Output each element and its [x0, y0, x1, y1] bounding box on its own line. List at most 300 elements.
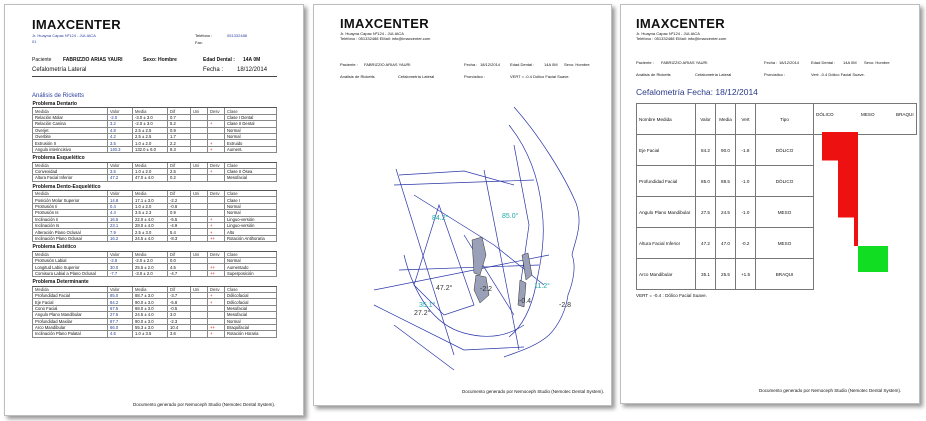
measure-cell: -0.6: [168, 203, 191, 209]
measure-name: Convexidad: [33, 168, 108, 174]
measure-cell: 35.1: [696, 259, 716, 290]
measure-cell: Alto: [225, 229, 277, 235]
table-row: [33, 235, 277, 241]
cephalometric-tracing: [314, 85, 611, 385]
measure-cell: 4.4: [108, 210, 133, 216]
col-header: Media: [716, 104, 736, 135]
measure-cell: 88.5: [716, 166, 736, 197]
clinic-contact: Teléfono : 051332488 EMail: info@imaxcenter.com: [636, 36, 727, 41]
section-title: Problema Determinante: [33, 280, 277, 286]
measure-cell: BRAQUI: [756, 259, 814, 290]
measure-name: Cono Facial: [33, 305, 108, 311]
angle-label-7: 35.1°: [419, 302, 436, 309]
measure-cell: -7.7: [108, 270, 133, 276]
measure-name: Profundidad Facial: [33, 292, 108, 298]
column-header: Medida: [33, 251, 108, 257]
vert-bars: [814, 104, 914, 272]
measure-cell: 0.2: [168, 175, 191, 181]
measure-name: Alteración Plano Oclusal: [33, 229, 108, 235]
ricketts-section-table: [32, 156, 277, 182]
incisor-upper: [522, 253, 532, 280]
measure-cell: 90.0 ± 3.0: [133, 318, 168, 324]
measure-name: Overbite: [33, 133, 108, 139]
measure-name: Altura Facial Inferior: [637, 228, 696, 259]
column-header: Uni: [191, 162, 208, 168]
measure-cell: Linguo-versión: [225, 216, 277, 222]
measure-name: Arco Mandibular: [637, 259, 696, 290]
measure-cell: 4.5: [168, 264, 191, 270]
col-header: Vert: [736, 104, 756, 135]
measure-cell: +: [208, 140, 225, 146]
column-header: Media: [133, 191, 168, 197]
column-header: Clase: [225, 108, 277, 114]
measure-cell: ++: [208, 324, 225, 330]
prognosis-label: Pronóstico :: [764, 72, 786, 77]
measure-cell: Rotación Antihoraria: [225, 235, 277, 241]
measure-cell: 4.6: [108, 331, 133, 337]
measure-cell: Normal: [225, 133, 277, 139]
measure-cell: Normal: [225, 203, 277, 209]
analysis-name: Análisis de Ricketts: [340, 74, 375, 79]
vert-bar: [858, 246, 888, 272]
measure-cell: -8.3: [168, 235, 191, 241]
measure-cell: DÓLICO: [756, 135, 814, 166]
patient-name: FABRIZZIO ARIAS YAURI: [661, 60, 708, 65]
footer-note: Documento generado por Nemoceph Studio (Nemotec Dental System).: [462, 389, 605, 394]
column-header: Uni: [191, 251, 208, 257]
column-header: Desv: [208, 108, 225, 114]
chart-header-braqui: BRAQUI: [896, 112, 914, 117]
measure-cell: -3.0 ± 2.0: [133, 270, 168, 276]
measure-cell: Mesofacial: [225, 312, 277, 318]
clinic-address-2: 01: [32, 39, 37, 44]
measure-cell: 24.5: [716, 197, 736, 228]
column-header: Media: [133, 251, 168, 257]
measure-cell: 84.2: [108, 299, 133, 305]
measure-cell: -2.8: [108, 257, 133, 263]
measure-cell: +: [208, 121, 225, 127]
column-header: Valor: [108, 108, 133, 114]
measure-cell: 7.9: [108, 229, 133, 235]
measure-name: Eje Facial: [637, 135, 696, 166]
measure-cell: 2.5 ± 3.0: [133, 229, 168, 235]
measure-cell: 2.2: [168, 140, 191, 146]
measure-cell: Dólicofacial: [225, 299, 277, 305]
measure-cell: 3.5: [108, 140, 133, 146]
age-value: 14A 0M: [843, 60, 857, 65]
measure-cell: 2.5 ± 2.5: [133, 127, 168, 133]
measure-cell: 4.8: [108, 127, 133, 133]
measure-name: Overjet: [33, 127, 108, 133]
col-header: Tipo: [756, 104, 814, 135]
measure-cell: Clase II Ósea: [225, 168, 277, 174]
measure-cell: [208, 175, 225, 181]
measure-cell: Aument.: [225, 146, 277, 152]
measure-cell: +: [208, 223, 225, 229]
age-label: Edad Dental :: [203, 57, 235, 63]
measure-cell: +: [208, 292, 225, 298]
measure-cell: Dólicofacial: [225, 292, 277, 298]
measure-name: Inclinación Plano Palatal: [33, 331, 108, 337]
measure-cell: Normal: [225, 210, 277, 216]
measure-cell: +: [208, 299, 225, 305]
measure-cell: 17.1 ± 3.0: [133, 197, 168, 203]
measure-cell: 55.3 ± 3.0: [133, 324, 168, 330]
measure-cell: +: [208, 146, 225, 152]
column-header: Desv: [208, 251, 225, 257]
measure-name: Profundidad Maxilar: [33, 318, 108, 324]
column-header: Media: [133, 162, 168, 168]
measure-cell: Mesofacial: [225, 175, 277, 181]
measure-cell: [191, 235, 208, 241]
measure-name: Altura Facial Inferior: [33, 175, 108, 181]
measure-cell: 5.4: [168, 229, 191, 235]
measure-cell: 4.2: [108, 133, 133, 139]
measure-cell: 27.5: [108, 312, 133, 318]
chart-header-dolico: DÓLICO: [816, 112, 834, 117]
measure-cell: Normal: [225, 127, 277, 133]
soft-tissue-profile: [504, 107, 579, 357]
clinic-logo: IMAXCENTER: [636, 16, 725, 31]
column-header: Clase: [225, 191, 277, 197]
molar-upper: [472, 237, 486, 275]
measure-cell: 3.6: [168, 331, 191, 337]
sex-label: Sexo: Hombre: [143, 57, 177, 63]
vert-table: [636, 103, 917, 290]
analysis-title: Análisis de Ricketts: [32, 93, 85, 99]
facial-axis: [396, 169, 454, 355]
measure-cell: [191, 175, 208, 181]
measure-cell: 1.0 ± 2.0: [133, 203, 168, 209]
column-header: Dif: [168, 191, 191, 197]
vert-bar: [822, 132, 858, 161]
ricketts-section-table: [32, 245, 277, 277]
column-header: Desv: [208, 162, 225, 168]
measure-name: Protrusión Labial: [33, 257, 108, 263]
measure-cell: Clase I Dental: [225, 114, 277, 120]
measure-cell: 0.7: [168, 114, 191, 120]
measure-cell: 47.2: [696, 228, 716, 259]
measure-name: Inclinación Plano Oclusal: [33, 235, 108, 241]
measure-cell: -2.2: [168, 197, 191, 203]
measure-cell: 1.0 ± 2.0: [133, 168, 168, 174]
measure-cell: 90.0 ± 3.0: [133, 299, 168, 305]
measure-cell: -5.5: [168, 216, 191, 222]
column-header: Valor: [108, 162, 133, 168]
measure-name: Angulo Plano Mandibular: [637, 197, 696, 228]
phone-label: Teléfono :: [195, 33, 213, 38]
measure-cell: 85.0: [108, 292, 133, 298]
measure-cell: DÓLICO: [756, 166, 814, 197]
clinic-contact: Teléfono : 051332488 EMail: info@imaxcenter.com: [340, 36, 431, 41]
measure-cell: [191, 331, 208, 337]
study-name: Cefalometría Lateral: [695, 72, 732, 77]
angle-label-8: 27.2°: [414, 310, 431, 317]
column-header: Valor: [108, 251, 133, 257]
measure-cell: ++: [208, 270, 225, 276]
column-header: Medida: [33, 191, 108, 197]
measure-cell: +: [208, 216, 225, 222]
measure-cell: 16.5: [108, 216, 133, 222]
measure-cell: 8.3: [168, 146, 191, 152]
measure-cell: +1.5: [736, 259, 756, 290]
measure-cell: -1.0: [736, 197, 756, 228]
measure-cell: 132.0 ± 6.0: [133, 146, 168, 152]
measure-cell: Superposición: [225, 270, 277, 276]
measure-cell: +: [208, 229, 225, 235]
measure-name: Angulo interincisivo: [33, 146, 108, 152]
measure-cell: 47.2: [108, 175, 133, 181]
measure-cell: 25.5 ± 2.0: [133, 264, 168, 270]
measure-cell: 27.5: [696, 197, 716, 228]
measure-cell: 1.0 ± 3.5: [133, 331, 168, 337]
fax-label: Fax:: [195, 40, 203, 45]
date-value: 18/12/2014: [779, 60, 800, 65]
angle-label-5: -0.4: [519, 298, 532, 305]
column-header: Medida: [33, 286, 108, 292]
measure-cell: -4.9: [168, 223, 191, 229]
date-label: Fecha :: [464, 62, 478, 67]
section-title: Problema Esquelético: [33, 156, 277, 162]
angle-label-9: -2.8: [559, 302, 572, 309]
measure-cell: 68.0 ± 3.0: [133, 305, 168, 311]
table-row: [33, 331, 277, 337]
measure-cell: -1.8: [736, 135, 756, 166]
bony-profile: [509, 125, 543, 337]
vert-bar: [838, 189, 858, 218]
section-title: Problema Dento-Esquelético: [33, 185, 277, 191]
column-header: Dif: [168, 286, 191, 292]
measure-cell: -0.5: [168, 305, 191, 311]
measure-cell: 3.2: [108, 121, 133, 127]
measure-cell: Braquifacial: [225, 324, 277, 330]
measure-cell: MESO: [756, 197, 814, 228]
measure-name: Posición Molar Superior: [33, 197, 108, 203]
ricketts-section-table: [32, 102, 277, 153]
column-header: Media: [133, 108, 168, 114]
measure-cell: -1.0: [736, 166, 756, 197]
table-row: [33, 175, 277, 181]
measure-name: Relación Molar: [33, 114, 108, 120]
measure-cell: 30.0: [108, 264, 133, 270]
measure-cell: 3.5 ± 2.3: [133, 210, 168, 216]
measure-cell: 67.5: [108, 305, 133, 311]
ricketts-tables: [32, 102, 277, 341]
measure-cell: 2.5: [168, 168, 191, 174]
age-label: Edad Dental :: [510, 62, 535, 67]
column-header: Valor: [108, 286, 133, 292]
measure-cell: 1.7: [168, 133, 191, 139]
prognosis-label: Pronóstico :: [464, 74, 486, 79]
report-page-cephalometric-tracing: [313, 4, 612, 406]
measure-cell: +: [208, 168, 225, 174]
measure-cell: [191, 270, 208, 276]
measure-cell: -3.7: [168, 292, 191, 298]
study-name: Cefalometría Lateral: [32, 67, 87, 73]
measure-cell: Normal: [225, 318, 277, 324]
n-pog-line: [464, 235, 514, 315]
section-title: Problema Dentario: [33, 102, 277, 108]
col-header: Valor: [696, 104, 716, 135]
measure-cell: 90.0: [716, 135, 736, 166]
study-name: Cefalometría Lateral: [398, 74, 435, 79]
measure-cell: [191, 146, 208, 152]
measure-name: Angulo Plano Mandibular: [33, 312, 108, 318]
measure-name: Comisura Labial a Plano Oclusal: [33, 270, 108, 276]
measure-cell: 84.2: [696, 135, 716, 166]
table-row: [33, 270, 277, 276]
column-header: Clase: [225, 162, 277, 168]
lower-border: [374, 305, 524, 350]
measure-cell: -5.8: [168, 299, 191, 305]
sex-label: Sexo: Hombre: [864, 60, 890, 65]
measure-cell: 10.4: [168, 324, 191, 330]
age-value: 14A 0M: [544, 62, 558, 67]
measure-cell: -2.0: [108, 114, 133, 120]
column-header: Dif: [168, 162, 191, 168]
measure-cell: 0.9: [168, 210, 191, 216]
measure-cell: Mesofacial: [225, 305, 277, 311]
measure-cell: 0.9: [168, 127, 191, 133]
measure-cell: 24.5 ± 4.0: [133, 235, 168, 241]
angle-label-2: 85.0°: [502, 213, 519, 220]
footer-note: Documento generado por Nemoceph Studio (Nemotec Dental System).: [133, 402, 276, 407]
measure-cell: 47.0: [716, 228, 736, 259]
measure-cell: -4.7: [168, 270, 191, 276]
column-header: Dif: [168, 251, 191, 257]
measure-cell: 2.5 ± 2.5: [133, 133, 168, 139]
vert-bar: [838, 161, 858, 190]
measure-cell: Normal: [225, 257, 277, 263]
measure-cell: 87.7: [108, 318, 133, 324]
measure-cell: 3.5: [108, 168, 133, 174]
patient-label: Paciente: [32, 57, 52, 63]
measure-cell: ++: [208, 264, 225, 270]
measure-cell: 5.2: [168, 121, 191, 127]
vert-bar-chart: [814, 104, 917, 135]
column-header: Media: [133, 286, 168, 292]
measure-name: Arco Mandibular: [33, 324, 108, 330]
frankfort-plane: [394, 180, 534, 185]
measure-cell: 16.2: [108, 235, 133, 241]
clinic-address: Jr. Huayna Capac Nº124 - JULIACA: [340, 31, 404, 36]
clinic-address: Jr. Huayna Capac Nº124 - JULIACA: [32, 33, 96, 38]
vert-bar: [854, 218, 858, 247]
measure-name: Protrusión Ii: [33, 203, 108, 209]
measure-cell: 25.5: [716, 259, 736, 290]
date-label: Fecha :: [203, 67, 224, 73]
measure-cell: Linguo-versión: [225, 223, 277, 229]
angle-label-4: -2.2: [480, 286, 493, 293]
column-header: Dif: [168, 108, 191, 114]
measure-cell: 3.0: [168, 312, 191, 318]
measure-cell: 85.0: [696, 166, 716, 197]
patient-label: Paciente :: [340, 62, 358, 67]
measure-cell: Extruido: [225, 140, 277, 146]
measure-cell: ++: [208, 235, 225, 241]
ricketts-section-table: [32, 185, 277, 243]
measure-cell: 0.4: [108, 203, 133, 209]
measure-cell: 47.0 ± 4.0: [133, 175, 168, 181]
vert-note: VERT = -0.4 : Dólico Facial Suave.: [636, 293, 707, 298]
measure-cell: -3.0 ± 3.0: [133, 114, 168, 120]
facial-depth-line: [484, 170, 519, 350]
prognosis-value: Vert: -0.4 Dólico Facial Suave.: [811, 72, 865, 77]
measure-cell: 140.3: [108, 146, 133, 152]
measure-cell: 1.0 ± 2.0: [133, 140, 168, 146]
measure-name: Eje Facial: [33, 299, 108, 305]
column-header: Medida: [33, 162, 108, 168]
measure-cell: Rotación Horaria: [225, 331, 277, 337]
table-row: [33, 146, 277, 152]
column-header: Uni: [191, 108, 208, 114]
age-value: 14A 0M: [243, 57, 261, 63]
report-page-ricketts-table: [4, 4, 304, 416]
clinic-logo: IMAXCENTER: [340, 16, 429, 31]
measure-cell: 88.7 ± 3.0: [133, 292, 168, 298]
phone-value: 051332488: [227, 33, 248, 38]
measure-name: Inclinación Ii: [33, 216, 108, 222]
date-value: 18/12/2014: [480, 62, 501, 67]
measure-cell: 28.0 ± 4.0: [133, 223, 168, 229]
measure-cell: Aumentado: [225, 264, 277, 270]
patient-name: FABRIZZIO ARIAS YAURI: [63, 57, 123, 63]
column-header: Desv: [208, 286, 225, 292]
analysis-name: Análisis de Ricketts: [636, 72, 671, 77]
ricketts-section-table: [32, 280, 277, 338]
section-title: Problema Estético: [33, 245, 277, 251]
date-value: 18/12/2014: [237, 67, 268, 73]
measure-cell: -0.2: [736, 228, 756, 259]
patient-name: FABRIZZIO ARIAS YAURI: [364, 62, 411, 67]
measure-cell: 22.0 ± 4.0: [133, 216, 168, 222]
measure-name: Protrusión Is: [33, 210, 108, 216]
age-label: Edad Dental :: [811, 60, 836, 65]
measure-cell: 66.0: [108, 324, 133, 330]
chart-header-meso: MESO: [861, 112, 875, 117]
measure-cell: 0.0: [168, 257, 191, 263]
column-header: Clase: [225, 286, 277, 292]
report-page-vert-chart: [620, 4, 920, 404]
measure-cell: -2.3: [168, 318, 191, 324]
column-header: Valor: [108, 191, 133, 197]
measure-cell: 23.1: [108, 223, 133, 229]
mandible-outline: [404, 255, 524, 336]
measure-name: Inclinación Is: [33, 223, 108, 229]
measure-name: Longitud Labio Superior: [33, 264, 108, 270]
column-header: Clase: [225, 251, 277, 257]
sex-label: Sexo: Hombre: [564, 62, 590, 67]
column-header: Uni: [191, 286, 208, 292]
angle-label-1: 84.2°: [432, 215, 449, 222]
angle-label-6: 11.2°: [534, 283, 550, 290]
header-divider: [32, 76, 277, 77]
gonial-line: [394, 325, 454, 370]
measure-name: Extrusión II: [33, 140, 108, 146]
measure-cell: MESO: [756, 228, 814, 259]
col-header: Nombre Medida: [637, 104, 696, 135]
footer-note: Documento generado por Nemoceph Studio (Nemotec Dental System).: [759, 388, 902, 393]
measure-cell: -2.0 ± 2.0: [133, 257, 168, 263]
clinic-address: Jr. Huayna Capac Nº124 - JULIACA: [636, 31, 700, 36]
measure-cell: 14.8: [108, 197, 133, 203]
clinic-logo: IMAXCENTER: [32, 17, 121, 32]
measure-cell: 24.5 ± 4.0: [133, 312, 168, 318]
measure-cell: Clase II Dental: [225, 121, 277, 127]
measure-name: Relación Canina: [33, 121, 108, 127]
column-header: Uni: [191, 191, 208, 197]
prognosis-value: VERT = -0.4 Dólico Facial Suave.: [510, 74, 570, 79]
